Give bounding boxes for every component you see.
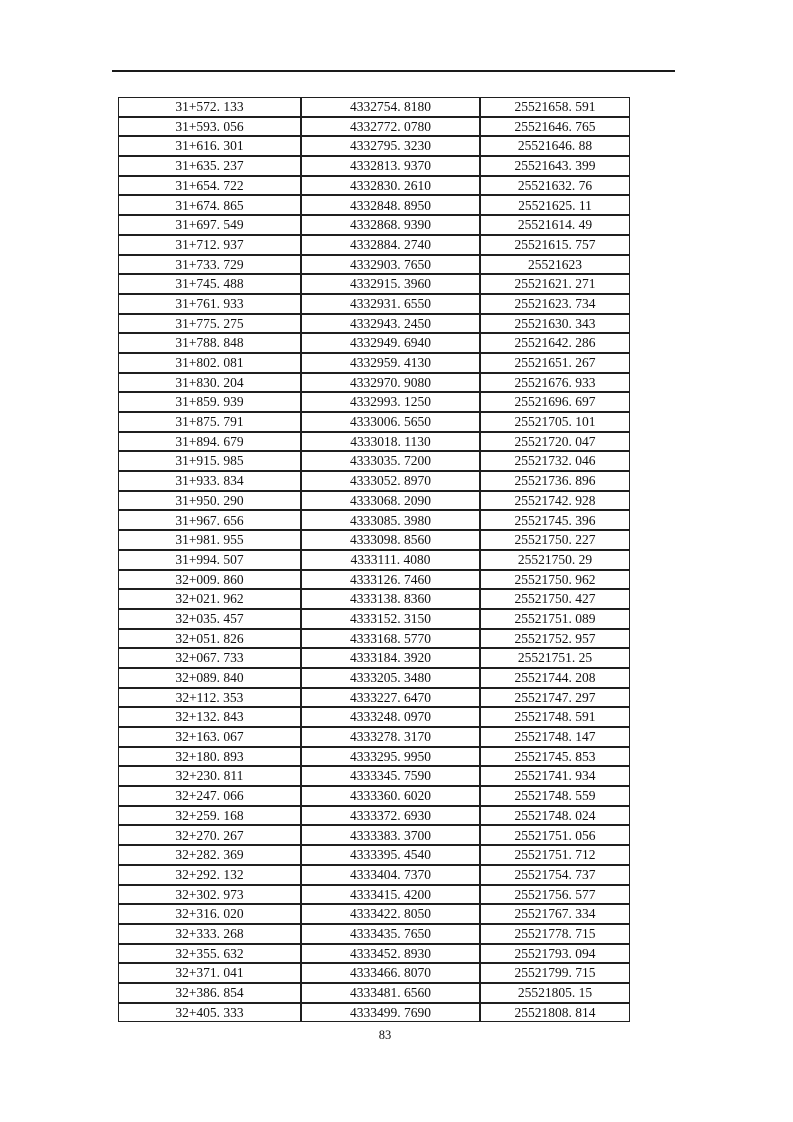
- coordinate-x-cell: 4333435. 7650: [301, 924, 480, 944]
- table-row: [118, 629, 630, 649]
- coordinate-y-cell: 25521745. 396: [480, 510, 630, 530]
- coordinate-y-cell: 25521621. 271: [480, 274, 630, 294]
- table-row: [118, 353, 630, 373]
- station-cell: 32+067. 733: [118, 648, 301, 668]
- coordinate-y-cell: 25521625. 11: [480, 195, 630, 215]
- station-cell: 32+405. 333: [118, 1003, 301, 1023]
- table-row: [118, 885, 630, 905]
- coordinate-x-cell: 4333295. 9950: [301, 747, 480, 767]
- table-row: [118, 176, 630, 196]
- coordinate-x-cell: 4332754. 8180: [301, 97, 480, 117]
- coordinate-x-cell: 4333052. 8970: [301, 471, 480, 491]
- station-cell: 32+035. 457: [118, 609, 301, 629]
- table-row: [118, 156, 630, 176]
- station-cell: 32+355. 632: [118, 944, 301, 964]
- coordinate-y-cell: 25521632. 76: [480, 176, 630, 196]
- coordinate-y-cell: 25521642. 286: [480, 333, 630, 353]
- coordinate-x-cell: 4332795. 3230: [301, 136, 480, 156]
- station-cell: 31+654. 722: [118, 176, 301, 196]
- coordinate-y-cell: 25521742. 928: [480, 491, 630, 511]
- coordinate-y-cell: 25521752. 957: [480, 629, 630, 649]
- coordinate-x-cell: 4332868. 9390: [301, 215, 480, 235]
- station-cell: 31+745. 488: [118, 274, 301, 294]
- coordinate-x-cell: 4333152. 3150: [301, 609, 480, 629]
- station-cell: 32+292. 132: [118, 865, 301, 885]
- table-row: [118, 1003, 630, 1023]
- coordinate-y-cell: 25521676. 933: [480, 373, 630, 393]
- table-row: [118, 904, 630, 924]
- table-row: [118, 825, 630, 845]
- station-cell: 31+875. 791: [118, 412, 301, 432]
- coordinate-y-cell: 25521745. 853: [480, 747, 630, 767]
- coordinate-x-cell: 4333018. 1130: [301, 432, 480, 452]
- station-cell: 31+635. 237: [118, 156, 301, 176]
- station-cell: 31+674. 865: [118, 195, 301, 215]
- table-row: [118, 392, 630, 412]
- coordinate-x-cell: 4333360. 6020: [301, 786, 480, 806]
- station-cell: 32+132. 843: [118, 707, 301, 727]
- station-cell: 31+994. 507: [118, 550, 301, 570]
- table-row: [118, 983, 630, 1003]
- coordinate-x-cell: 4333035. 7200: [301, 451, 480, 471]
- station-cell: 32+051. 826: [118, 629, 301, 649]
- coordinate-y-cell: 25521756. 577: [480, 885, 630, 905]
- coordinate-x-cell: 4332848. 8950: [301, 195, 480, 215]
- coordinates-table-body: [118, 97, 630, 1022]
- table-row: [118, 550, 630, 570]
- coordinate-y-cell: 25521805. 15: [480, 983, 630, 1003]
- station-cell: 31+697. 549: [118, 215, 301, 235]
- coordinate-x-cell: 4333205. 3480: [301, 668, 480, 688]
- coordinate-x-cell: 4333168. 5770: [301, 629, 480, 649]
- coordinate-y-cell: 25521808. 814: [480, 1003, 630, 1023]
- coordinate-y-cell: 25521623: [480, 255, 630, 275]
- station-cell: 31+915. 985: [118, 451, 301, 471]
- table-row: [118, 609, 630, 629]
- table-row: [118, 786, 630, 806]
- coordinate-y-cell: 25521799. 715: [480, 963, 630, 983]
- coordinate-x-cell: 4333006. 5650: [301, 412, 480, 432]
- coordinate-y-cell: 25521793. 094: [480, 944, 630, 964]
- table-row: [118, 255, 630, 275]
- station-cell: 31+788. 848: [118, 333, 301, 353]
- coordinate-y-cell: 25521646. 88: [480, 136, 630, 156]
- coordinate-y-cell: 25521748. 591: [480, 707, 630, 727]
- station-cell: 32+089. 840: [118, 668, 301, 688]
- station-cell: 31+894. 679: [118, 432, 301, 452]
- table-row: [118, 136, 630, 156]
- table-row: [118, 373, 630, 393]
- station-cell: 31+775. 275: [118, 314, 301, 334]
- coordinate-x-cell: 4333126. 7460: [301, 570, 480, 590]
- station-cell: 31+593. 056: [118, 117, 301, 137]
- coordinate-x-cell: 4333499. 7690: [301, 1003, 480, 1023]
- table-row: [118, 688, 630, 708]
- table-row: [118, 806, 630, 826]
- coordinate-y-cell: 25521750. 227: [480, 530, 630, 550]
- table-row: [118, 97, 630, 117]
- station-cell: 31+981. 955: [118, 530, 301, 550]
- station-cell: 32+371. 041: [118, 963, 301, 983]
- coordinate-x-cell: 4332943. 2450: [301, 314, 480, 334]
- table-row: [118, 845, 630, 865]
- coordinate-x-cell: 4333345. 7590: [301, 766, 480, 786]
- table-row: [118, 648, 630, 668]
- coordinate-x-cell: 4332959. 4130: [301, 353, 480, 373]
- coordinate-y-cell: 25521705. 101: [480, 412, 630, 432]
- coordinate-y-cell: 25521623. 734: [480, 294, 630, 314]
- table-row: [118, 747, 630, 767]
- coordinate-x-cell: 4332884. 2740: [301, 235, 480, 255]
- station-cell: 32+333. 268: [118, 924, 301, 944]
- coordinate-x-cell: 4332993. 1250: [301, 392, 480, 412]
- table-row: [118, 924, 630, 944]
- table-row: [118, 195, 630, 215]
- coordinate-y-cell: 25521748. 559: [480, 786, 630, 806]
- coordinate-y-cell: 25521651. 267: [480, 353, 630, 373]
- coordinate-y-cell: 25521744. 208: [480, 668, 630, 688]
- station-cell: 32+230. 811: [118, 766, 301, 786]
- coordinate-x-cell: 4333278. 3170: [301, 727, 480, 747]
- table-row: [118, 963, 630, 983]
- station-cell: 32+180. 893: [118, 747, 301, 767]
- coordinate-x-cell: 4333466. 8070: [301, 963, 480, 983]
- coordinate-x-cell: 4332772. 0780: [301, 117, 480, 137]
- coordinate-y-cell: 25521750. 29: [480, 550, 630, 570]
- coordinate-x-cell: 4333395. 4540: [301, 845, 480, 865]
- table-row: [118, 117, 630, 137]
- station-cell: 32+247. 066: [118, 786, 301, 806]
- coordinate-x-cell: 4333111. 4080: [301, 550, 480, 570]
- station-cell: 32+259. 168: [118, 806, 301, 826]
- header-rule: [112, 70, 675, 72]
- coordinate-y-cell: 25521741. 934: [480, 766, 630, 786]
- page-number: 83: [378, 1028, 392, 1042]
- table-row: [118, 294, 630, 314]
- table-row: [118, 668, 630, 688]
- coordinate-y-cell: 25521748. 147: [480, 727, 630, 747]
- table-row: [118, 412, 630, 432]
- table-row: [118, 865, 630, 885]
- table-row: [118, 235, 630, 255]
- station-cell: 31+761. 933: [118, 294, 301, 314]
- table-row: [118, 707, 630, 727]
- coordinate-y-cell: 25521751. 089: [480, 609, 630, 629]
- coordinate-x-cell: 4333404. 7370: [301, 865, 480, 885]
- coordinate-y-cell: 25521614. 49: [480, 215, 630, 235]
- coordinate-x-cell: 4333383. 3700: [301, 825, 480, 845]
- coordinate-x-cell: 4333068. 2090: [301, 491, 480, 511]
- station-cell: 31+733. 729: [118, 255, 301, 275]
- station-cell: 32+316. 020: [118, 904, 301, 924]
- coordinate-y-cell: 25521751. 25: [480, 648, 630, 668]
- coordinate-y-cell: 25521732. 046: [480, 451, 630, 471]
- station-cell: 32+302. 973: [118, 885, 301, 905]
- coordinate-x-cell: 4333184. 3920: [301, 648, 480, 668]
- coordinate-y-cell: 25521751. 056: [480, 825, 630, 845]
- coordinate-x-cell: 4332903. 7650: [301, 255, 480, 275]
- coordinate-x-cell: 4332915. 3960: [301, 274, 480, 294]
- coordinate-x-cell: 4332931. 6550: [301, 294, 480, 314]
- coordinate-y-cell: 25521643. 399: [480, 156, 630, 176]
- coordinate-y-cell: 25521750. 962: [480, 570, 630, 590]
- station-cell: 32+270. 267: [118, 825, 301, 845]
- coordinate-x-cell: 4333422. 8050: [301, 904, 480, 924]
- coordinate-x-cell: 4333415. 4200: [301, 885, 480, 905]
- table-row: [118, 570, 630, 590]
- station-cell: 32+009. 860: [118, 570, 301, 590]
- table-row: [118, 944, 630, 964]
- coordinate-y-cell: 25521778. 715: [480, 924, 630, 944]
- coordinate-x-cell: 4333227. 6470: [301, 688, 480, 708]
- coordinate-x-cell: 4333372. 6930: [301, 806, 480, 826]
- coordinate-y-cell: 25521696. 697: [480, 392, 630, 412]
- coordinate-x-cell: 4333452. 8930: [301, 944, 480, 964]
- coordinate-x-cell: 4332949. 6940: [301, 333, 480, 353]
- table-row: [118, 589, 630, 609]
- station-cell: 32+112. 353: [118, 688, 301, 708]
- station-cell: 31+802. 081: [118, 353, 301, 373]
- coordinate-x-cell: 4333098. 8560: [301, 530, 480, 550]
- coordinate-y-cell: 25521754. 737: [480, 865, 630, 885]
- station-cell: 31+967. 656: [118, 510, 301, 530]
- station-cell: 32+163. 067: [118, 727, 301, 747]
- table-row: [118, 274, 630, 294]
- coordinate-y-cell: 25521747. 297: [480, 688, 630, 708]
- coordinate-y-cell: 25521720. 047: [480, 432, 630, 452]
- coordinate-y-cell: 25521615. 757: [480, 235, 630, 255]
- coordinate-x-cell: 4333085. 3980: [301, 510, 480, 530]
- station-cell: 32+021. 962: [118, 589, 301, 609]
- coordinate-y-cell: 25521751. 712: [480, 845, 630, 865]
- station-cell: 31+712. 937: [118, 235, 301, 255]
- coordinate-y-cell: 25521736. 896: [480, 471, 630, 491]
- coordinate-y-cell: 25521750. 427: [480, 589, 630, 609]
- coordinate-x-cell: 4332813. 9370: [301, 156, 480, 176]
- table-row: [118, 491, 630, 511]
- coordinate-x-cell: 4332970. 9080: [301, 373, 480, 393]
- table-row: [118, 333, 630, 353]
- coordinate-x-cell: 4332830. 2610: [301, 176, 480, 196]
- station-cell: 31+933. 834: [118, 471, 301, 491]
- table-row: [118, 215, 630, 235]
- coordinate-x-cell: 4333248. 0970: [301, 707, 480, 727]
- table-row: [118, 530, 630, 550]
- table-row: [118, 471, 630, 491]
- station-cell: 31+859. 939: [118, 392, 301, 412]
- table-row: [118, 314, 630, 334]
- coordinates-table: [118, 97, 630, 1022]
- coordinate-y-cell: 25521658. 591: [480, 97, 630, 117]
- table-row: [118, 432, 630, 452]
- coordinate-y-cell: 25521646. 765: [480, 117, 630, 137]
- station-cell: 31+950. 290: [118, 491, 301, 511]
- station-cell: 31+616. 301: [118, 136, 301, 156]
- table-row: [118, 451, 630, 471]
- table-row: [118, 510, 630, 530]
- coordinate-x-cell: 4333138. 8360: [301, 589, 480, 609]
- table-row: [118, 766, 630, 786]
- coordinate-x-cell: 4333481. 6560: [301, 983, 480, 1003]
- station-cell: 32+386. 854: [118, 983, 301, 1003]
- coordinate-y-cell: 25521748. 024: [480, 806, 630, 826]
- table-row: [118, 727, 630, 747]
- station-cell: 31+572. 133: [118, 97, 301, 117]
- coordinate-y-cell: 25521630. 343: [480, 314, 630, 334]
- coordinate-y-cell: 25521767. 334: [480, 904, 630, 924]
- station-cell: 31+830. 204: [118, 373, 301, 393]
- station-cell: 32+282. 369: [118, 845, 301, 865]
